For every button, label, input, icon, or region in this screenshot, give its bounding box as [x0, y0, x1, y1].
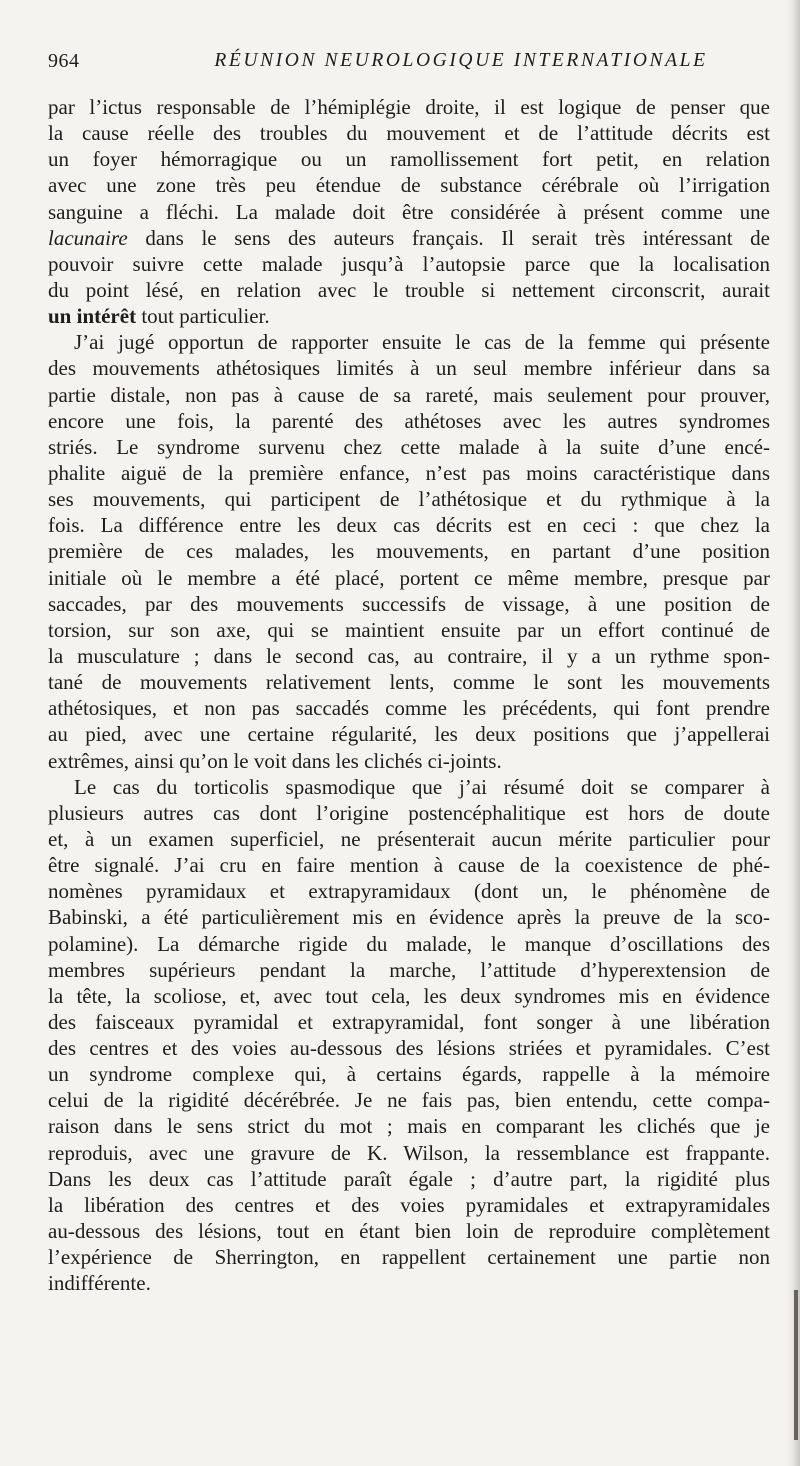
text-line: phalite aiguë de la première enfance, n’est pas moins caractéristique dans	[48, 460, 770, 485]
text-line: et, à un examen superficiel, ne présenterait aucun mérite particulier pour	[48, 826, 770, 851]
text-line: Dans les deux cas l’attitude paraît égale ; d’autre part, la rigidité plus	[48, 1166, 770, 1191]
text-line: Babinski, a été particulièrement mis en évidence après la preuve de la sco-	[48, 905, 770, 930]
text-line: saccades, par des mouvements successifs de vissage, à une position de	[48, 591, 770, 616]
running-title: RÉUNION NEUROLOGIQUE INTERNATIONALE	[214, 50, 708, 71]
text-line: un intérêt tout particulier.	[48, 304, 270, 329]
text-line: nomènes pyramidaux et extrapyramidaux (dont un, le phénomène de	[48, 879, 770, 904]
text-line: au pied, avec une certaine régularité, les deux positions que j’appellerai	[48, 722, 770, 747]
text-line: extrêmes, ainsi qu’on le voit dans les clichés ci-joints.	[48, 748, 502, 773]
text-line: un syndrome complexe qui, à certains égards, rappelle à la mémoire	[48, 1062, 770, 1087]
text-line: avec une zone très peu étendue de substance cérébrale où l’irrigation	[48, 173, 770, 198]
text-line: encore une fois, la parenté des athétoses avec les autres syndromes	[48, 408, 770, 433]
text-line: raison dans le sens strict du mot ; mais en comparant les clichés que je	[48, 1114, 770, 1139]
paragraph	[48, 774, 770, 1297]
text-line: au-dessous des lésions, tout en étant bien loin de reproduire complètement	[48, 1219, 770, 1244]
text-line: initiale où le membre a été placé, portent ce même membre, presque par	[48, 565, 770, 590]
text-line: athétosiques, et non pas saccadés comme les précédents, qui font prendre	[48, 696, 770, 721]
text-line: tané de mouvements relativement lents, comme le sont les mouvements	[48, 670, 770, 695]
text-line: la libération des centres et des voies pyramidales et extrapyramidales	[48, 1192, 770, 1217]
text-line: des centres et des voies au-dessous des lésions striées et pyramidales. C’est	[48, 1036, 770, 1061]
text-line: J’ai jugé opportun de rapporter ensuite le cas de la femme qui présente	[74, 330, 770, 355]
text-line: la cause réelle des troubles du mouvement et de l’attitude décrits est	[48, 121, 770, 146]
text-line: du point lésé, en relation avec le trouble si nettement circonscrit, aurait	[48, 277, 770, 302]
text-line: partie distale, non pas à cause de sa rareté, mais seulement pour prouver,	[48, 382, 770, 407]
text-line: la tête, la scoliose, et, avec tout cela, les deux syndromes mis en évidence	[48, 983, 770, 1008]
binding-edge-mark	[794, 1290, 798, 1440]
text-line: fois. La différence entre les deux cas décrits est en ceci : que chez la	[48, 513, 770, 538]
paragraph	[48, 329, 770, 773]
page-header	[48, 50, 752, 80]
paragraph	[48, 94, 770, 329]
text-line: plusieurs autres cas dont l’origine postencéphalitique est hors de doute	[48, 800, 770, 825]
text-line: indifférente.	[48, 1271, 151, 1296]
text-line: Le cas du torticolis spasmodique que j’ai résumé doit se comparer à	[74, 774, 770, 799]
text-line: première de ces malades, les mouvements, en partant d’une position	[48, 539, 770, 564]
text-line: pouvoir suivre cette malade jusqu’à l’autopsie parce que la localisation	[48, 251, 770, 276]
text-line: la musculature ; dans le second cas, au contraire, il y a un rythme spon-	[48, 643, 770, 668]
text-line: être signalé. J’ai cru en faire mention à cause de la coexistence de phé-	[48, 853, 770, 878]
page-edge-shadow	[786, 0, 800, 1466]
body-text	[48, 94, 770, 1296]
text-line: des faisceaux pyramidal et extrapyramidal, font songer à une libération	[48, 1009, 770, 1034]
text-line: l’expérience de Sherrington, en rappellent certainement une partie non	[48, 1245, 770, 1270]
text-line: des mouvements athétosiques limités à un seul membre inférieur dans sa	[48, 356, 770, 381]
text-line: un foyer hémorragique ou un ramollissement fort petit, en relation	[48, 147, 770, 172]
text-line: par l’ictus responsable de l’hémiplégie droite, il est logique de penser que	[48, 95, 770, 119]
text-line: striés. Le syndrome survenu chez cette malade à la suite d’une encé-	[48, 434, 770, 459]
page-number: 964	[48, 50, 80, 72]
text-line: reproduis, avec une gravure de K. Wilson, la ressemblance est frappante.	[48, 1140, 770, 1165]
text-line: lacunaire dans le sens des auteurs français. Il serait très intéressant de	[48, 225, 770, 250]
text-line: sanguine a fléchi. La malade doit être considérée à présent comme une	[48, 199, 770, 224]
text-line: polamine). La démarche rigide du malade, le manque d’oscillations des	[48, 931, 770, 956]
text-line: celui de la rigidité décérébrée. Je ne fais pas, bien entendu, cette compa-	[48, 1088, 770, 1113]
text-line: membres supérieurs pendant la marche, l’attitude d’hyperextension de	[48, 957, 770, 982]
text-line: ses mouvements, qui participent de l’athétosique et du rythmique à la	[48, 487, 770, 512]
text-line: torsion, sur son axe, qui se maintient ensuite par un effort continué de	[48, 617, 770, 642]
